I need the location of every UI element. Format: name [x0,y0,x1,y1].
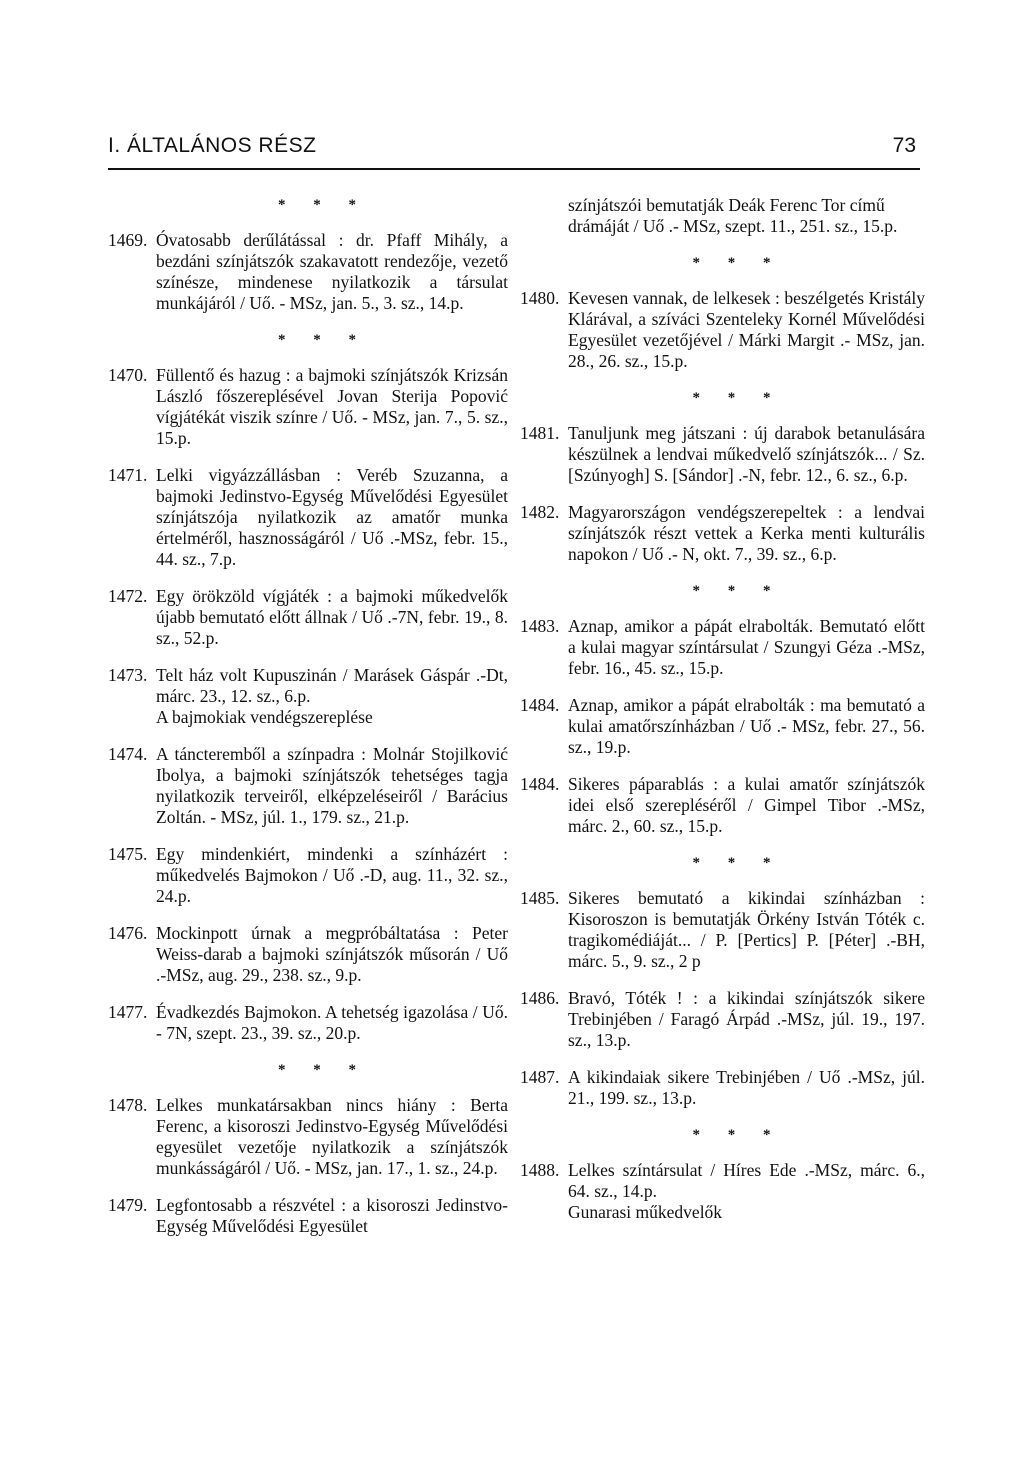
section-title: I. ÁLTALÁNOS RÉSZ [108,134,317,157]
entry-text: Lelki vigyázzállásban : Veréb Szuzanna, a bajmoki Jedinstvo-Egység Művelődési Egyesület színjátszója nyilatkozik az amatőr munka értelméről, hasznosságáról / Uő .-MSz, febr. 15., 44. sz., 7.p. [156,465,508,569]
bibliography-entry [108,844,508,907]
page-number: 73 [892,134,916,157]
entry-text: Telt ház volt Kupuszinán / Marásek Gáspár .-Dt, márc. 23., 12. sz., 6.p. [156,665,508,706]
entry-number: 1473. [108,665,148,685]
bibliography-entry [520,502,925,565]
entry-number: 1475. [108,844,148,864]
entry-text: Aznap, amikor a pápát elrabolták : ma bemutató a kulai amatőrszínházban / Uő .- MSz, febr. 27., 56. sz., 19.p. [568,695,925,757]
bibliography-entry [108,1195,508,1237]
entry-text: Évadkezdés Bajmokon. A tehetség igazolása / Uő. - 7N, szept. 23., 39. sz., 20.p. [156,1002,508,1043]
entry-number: 1471. [108,465,148,485]
bibliography-entry [520,1067,925,1109]
entry-number: 1487. [520,1067,560,1087]
bibliography-entry [520,288,925,372]
entry-text: Legfontosabb a részvétel : a kisoroszi Jedinstvo-Egység Művelődési Egyesület [156,1195,508,1236]
entry-text: Kevesen vannak, de lelkesek : beszélgetés Kristály Klárával, a szíváci Szenteleky Kornél Művelődési Egyesület vezetőjével / Márki Margit .- MSz, jan. 28., 26. sz., 15.p. [568,288,925,371]
entry-text: Füllentő és hazug : a bajmoki színjátszók Krizsán László főszereplésével Jovan Sterija Popović vígjátékát viszik színre / Uő. - MSz, jan. 7., 5. sz., 15.p. [156,365,508,448]
bibliography-entry [520,423,925,486]
bibliography-entry [520,695,925,758]
entry-number: 1481. [520,423,560,443]
entry-text: Lelkes munkatársakban nincs hiány : Berta Ferenc, a kisoroszi Jedinstvo-Egység Művelődési egyesület vezetője nyilatkozik a színjátszók munkásságáról / Uő. - MSz, jan. 17., 1. sz., 24.p. [156,1095,508,1178]
bibliography-entry [108,744,508,828]
entry-number: 1485. [520,888,560,908]
entry-number: 1472. [108,586,148,606]
entry-number: 1470. [108,365,148,385]
section-separator: * * * [692,255,783,271]
entry-number: 1479. [108,1195,148,1215]
entry-number: 1484. [520,695,560,715]
entry-number: 1477. [108,1002,148,1022]
entry-text: Tanuljunk meg játszani : új darabok betanulására készülnek a lendvai műkedvelő színjátszók... / Sz. [Szúnyogh] S. [Sándor] .-N, febr. 12., 6. sz., 6.p. [568,423,925,485]
entry-number: 1474. [108,744,148,764]
section-separator: * * * [692,390,783,406]
bibliography-entry [108,230,508,314]
entry-note: A bajmokiak vendégszereplése [156,707,373,727]
entry-text: Óvatosabb derűlátással : dr. Pfaff Mihály, a bezdáni színjátszók szakavatott rendezője, vezető színésze, mindenese nyilatkozik a társulat munkájáról / Uő. - MSz, jan. 5., 3. sz., 14.p. [156,230,508,313]
right-column [520,195,925,1239]
section-separator: * * * [692,1127,783,1143]
entry-number: 1483. [520,616,560,636]
entry-text: Magyarországon vendégszerepeltek : a lendvai színjátszók részt vettek a Kerka menti kulturális napokon / Uő .- N, okt. 7., 39. sz., 6.p. [568,502,925,564]
entry-text: Egy mindenkiért, mindenki a színházért : műkedvelés Bajmokon / Uő .-D, aug. 11., 32. sz., 24.p. [156,844,508,906]
entry-text: Lelkes színtársulat / Híres Ede .-MSz, márc. 6., 64. sz., 14.p. [568,1160,925,1201]
section-separator: * * * [278,332,368,348]
left-column [108,195,508,1253]
section-separator: * * * [692,583,783,599]
bibliography-entry [108,586,508,649]
entry-number: 1476. [108,923,148,943]
bibliography-entry [520,616,925,679]
bibliography-entry [108,465,508,570]
section-separator: * * * [692,855,783,871]
entry-text: A táncteremből a színpadra : Molnár Stojilković Ibolya, a bajmoki színjátszók tehetséges tagja nyilatkozik terveiről, elképzeléseiről / Barácius Zoltán. - MSz, júl. 1., 179. sz., 21.p. [156,744,508,827]
section-separator: * * * [278,1062,368,1078]
bibliography-entry [520,888,925,972]
entry-text: Bravó, Tóték ! : a kikindai színjátszók sikere Trebinjében / Faragó Árpád .-MSz, júl. 19., 197. sz., 13.p. [568,988,925,1050]
entry-text: Egy örökzöld vígjáték : a bajmoki műkedvelők újabb bemutató előtt állnak / Uő .-7N, febr. 19., 8. sz., 52.p. [156,586,508,648]
entry-text: Mockinpott úrnak a megpróbáltatása : Peter Weiss-darab a bajmoki színjátszók műsorán / Uő .-MSz, aug. 29., 238. sz., 9.p. [156,923,508,985]
entry-text: Sikeres páparablás : a kulai amatőr színjátszók idei első szerepléséről / Gimpel Tibor .-MSz, márc. 2., 60. sz., 15.p. [568,774,925,836]
entry-number: 1486. [520,988,560,1008]
entry-number: 1480. [520,288,560,308]
bibliography-entry [520,774,925,837]
entry-continuation: színjátszói bemutatják Deák Ferenc Tor című drámáját / Uő .- MSz, szept. 11., 251. sz., 15.p. [568,195,898,236]
bibliography-entry [108,665,508,728]
entry-text: Aznap, amikor a pápát elrabolták. Bemutató előtt a kulai magyar színtársulat / Szungyi Géza .-MSz, febr. 16., 45. sz., 15.p. [568,616,925,678]
entry-note: Gunarasi műkedvelők [568,1202,723,1222]
entry-text: A kikindaiak sikere Trebinjében / Uő .-MSz, júl. 21., 199. sz., 13.p. [568,1067,925,1108]
entry-number: 1484. [520,774,560,794]
entry-number: 1478. [108,1095,148,1115]
section-separator: * * * [278,197,368,213]
entry-text: Sikeres bemutató a kikindai színházban : Kisoroszon is bemutatják Örkény István Tóték c. tragikomédiáját... / P. [Pertics] P. [Péter] .-BH, márc. 5., 9. sz., 2 p [568,888,925,971]
bibliography-entry [108,923,508,986]
bibliography-entry [108,365,508,449]
entry-number: 1469. [108,230,148,250]
bibliography-entry [108,1095,508,1179]
page-header [108,128,920,170]
bibliography-entry [520,1160,925,1223]
entry-number: 1488. [520,1160,560,1180]
bibliography-entry [108,1002,508,1044]
entry-number: 1482. [520,502,560,522]
bibliography-entry [520,988,925,1051]
